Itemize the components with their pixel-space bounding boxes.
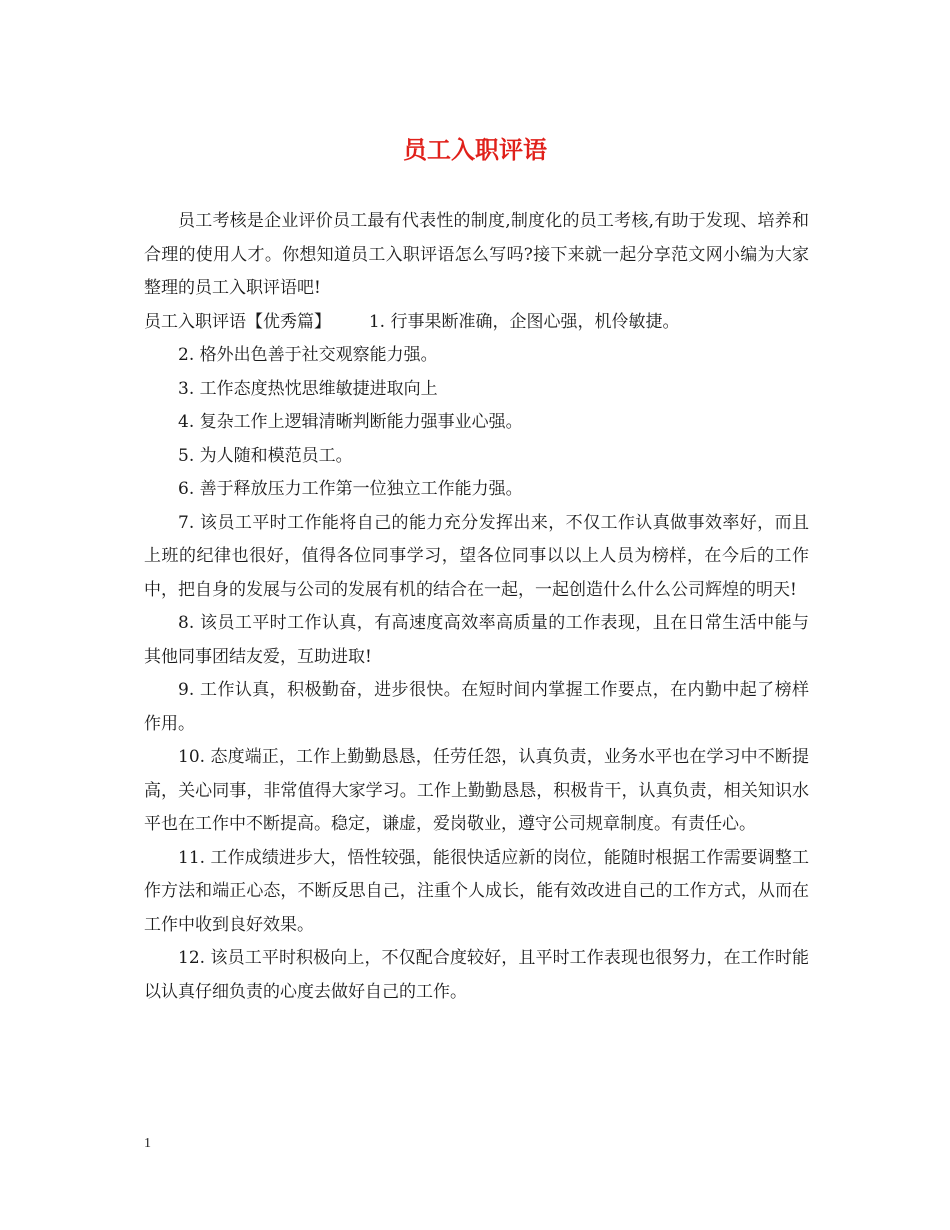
list-item-2: 2. 格外出色善于社交观察能力强。 (178, 345, 438, 365)
list-item-1: 1. 行事果断准确，企图心强，机伶敏捷。 (368, 311, 680, 332)
page-number: 1 (144, 1136, 151, 1151)
list-item-9: 9. 工作认真，积极勤奋，进步很快。在短时间内掌握工作要点，在内勤中起了榜样作用。 (144, 680, 809, 734)
list-item-3: 3. 工作态度热忱思维敏捷进取向上 (178, 378, 438, 399)
intro-paragraph: 员工考核是企业评价员工最有代表性的制度,制度化的员工考核,有助于发现、培养和合理的使用人才。你想知道员工入职评语怎么写吗?接下来就一起分享范文网小编为大家整理的员工入职评语吧! (144, 211, 809, 298)
list-item-11: 11. 工作成绩进步大，悟性较强，能很快适应新的岗位，能随时根据工作需要调整工作方法和端正心态，不断反思自己，注重个人成长，能有效改进自己的工作方式，从而在工作中收到良好效果。 (144, 847, 809, 935)
list-item-6: 6. 善于释放压力工作第一位独立工作能力强。 (178, 479, 523, 499)
list-item-10: 10. 态度端正，工作上勤勤恳恳，任劳任怨，认真负责，业务水平也在学习中不断提高，关心同事，非常值得大家学习。工作上勤勤恳恳，积极肯干，认真负责，相关知识水平也在工作中不断提高。稳定，谦虚，爱岗敬业，遵守公司规章制度。有责任心。 (144, 747, 809, 834)
list-item-5: 5. 为人随和模范员工。 (178, 445, 353, 466)
document-body (144, 205, 809, 1009)
document-title: 员工入职评语 (403, 136, 547, 164)
list-item-7: 7. 该员工平时工作能将自己的能力充分发挥出来，不仅工作认真做事效率好，而且上班的纪律也很好，值得各位同事学习，望各位同事以以上人员为榜样，在今后的工作中，把自身的发展与公司的发展有机的结合在一起，一起创造什么什么公司辉煌的明天! (144, 512, 809, 600)
list-item-12: 12. 该员工平时积极向上，不仅配合度较好，且平时工作表现也很努力，在工作时能以认真仔细负责的心度去做好自己的工作。 (144, 948, 809, 1002)
list-item-4: 4. 复杂工作上逻辑清晰判断能力强事业心强。 (178, 412, 523, 432)
section-heading: 员工入职评语【优秀篇】 (144, 311, 331, 332)
section-heading-line (144, 306, 809, 340)
list-item-8: 8. 该员工平时工作认真，有高速度高效率高质量的工作表现，且在日常生活中能与其他同事团结友爱，互助进取! (144, 613, 809, 667)
